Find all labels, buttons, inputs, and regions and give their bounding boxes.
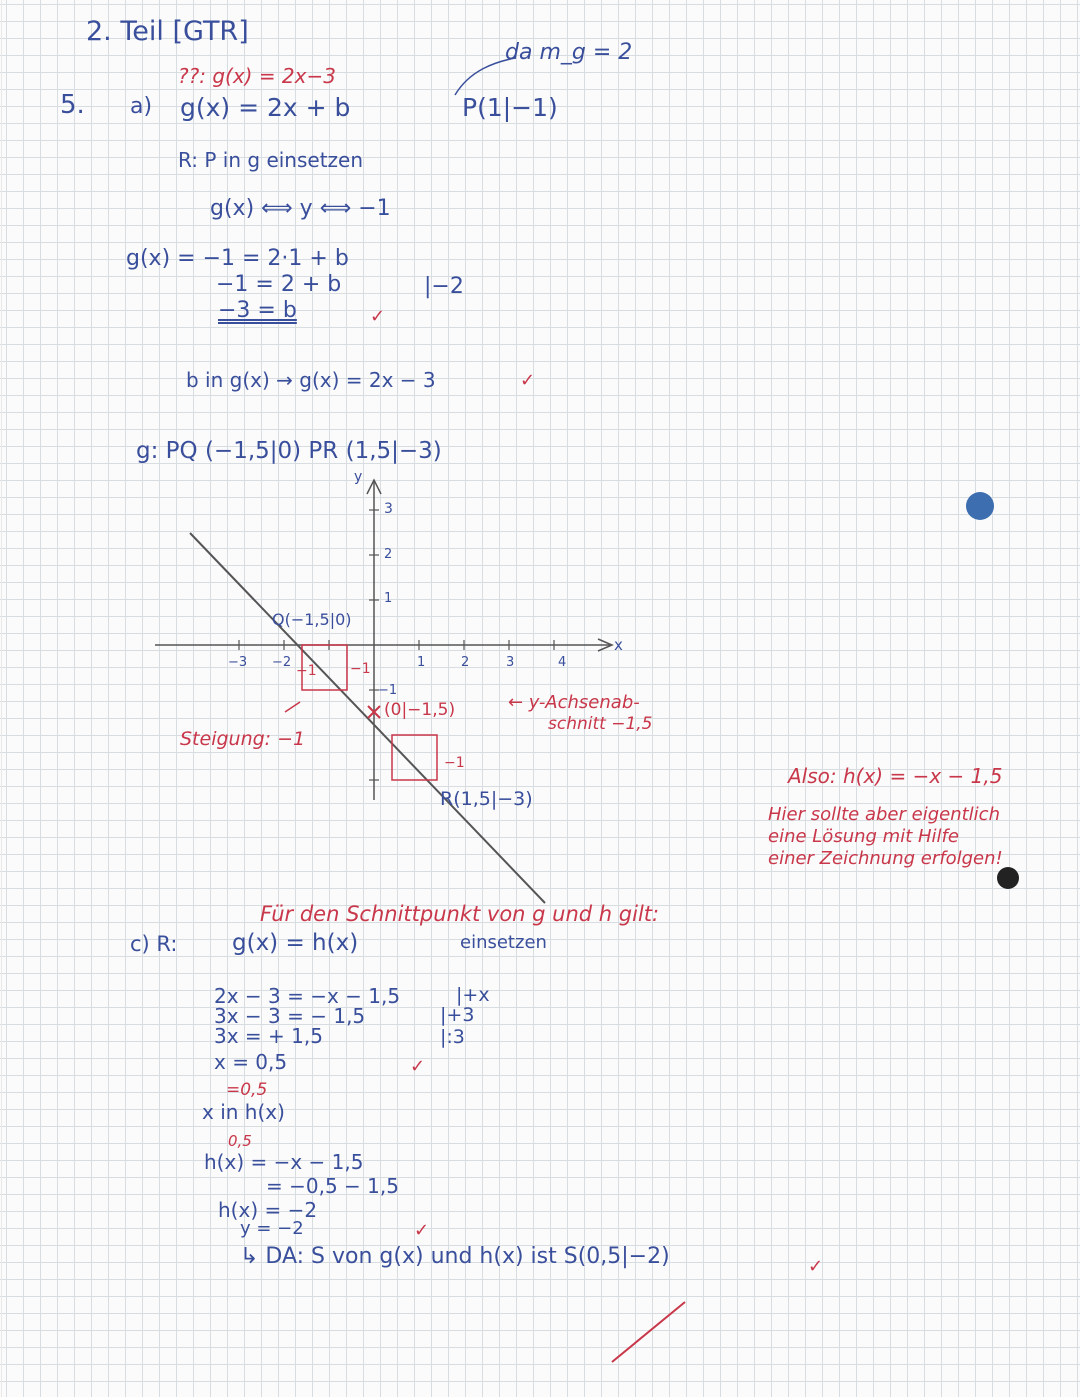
- teacher-comment: einer Zeichnung erfolgen!: [768, 848, 1003, 869]
- triangle-label: −1: [296, 663, 317, 679]
- h-line: h(x) = −x − 1,5: [204, 1150, 364, 1174]
- calc-line: 3x − 3 = − 1,5: [214, 1004, 366, 1028]
- part-a-line2: −1 = 2 + b: [216, 272, 342, 297]
- check-mark: ✓: [520, 370, 536, 391]
- x-tick-label: −3: [228, 655, 248, 670]
- check-mark: ✓: [414, 1220, 430, 1241]
- check-mark: ✓: [370, 306, 386, 327]
- part-a-label: a): [130, 94, 153, 119]
- y-axis-label: y: [354, 469, 363, 485]
- check-mark: ✓: [808, 1256, 824, 1277]
- part-a-substitution: g(x) ⟺ y ⟺ −1: [210, 196, 391, 221]
- triangle-label: −1: [350, 661, 371, 677]
- x-tick-label: 4: [558, 655, 567, 670]
- line-h: [190, 533, 545, 903]
- part-c-intro: Für den Schnittpunkt von g und h gilt:: [260, 902, 660, 926]
- red-note-equation: ??: g(x) = 2x−3: [178, 64, 336, 88]
- y-tick-label: 1: [384, 591, 393, 606]
- part-a-r-step: R: P in g einsetzen: [178, 148, 364, 172]
- point-q-label: Q(−1,5|0): [272, 610, 352, 629]
- intercept-label: (0|−1,5): [384, 700, 456, 720]
- teacher-comment: Hier sollte aber eigentlich: [768, 804, 1000, 825]
- part-a-result: −3 = b: [218, 298, 297, 323]
- triangle-label: −1: [444, 755, 465, 771]
- intercept-note: ← y-Achsenab-: [508, 692, 640, 713]
- part-c-note: einsetzen: [460, 932, 547, 953]
- part-c-label: c) R:: [130, 932, 178, 956]
- part-a-op: |−2: [424, 274, 464, 299]
- h-line: = −0,5 − 1,5: [266, 1174, 399, 1198]
- teacher-comment: Also: h(x) = −x − 1,5: [788, 764, 1003, 788]
- calc-op: |+x: [456, 984, 490, 1006]
- red-note-slope: da m_g = 2: [505, 40, 633, 65]
- calc-line: x = 0,5: [214, 1050, 288, 1074]
- ink-dot: [997, 867, 1019, 889]
- y-tick-label: 3: [384, 501, 393, 517]
- intercept-note: schnitt −1,5: [548, 714, 653, 734]
- x-value-note: =0,5: [226, 1080, 268, 1100]
- teacher-comment: eine Lösung mit Hilfe: [768, 826, 959, 847]
- part-a-point: P(1|−1): [462, 93, 558, 122]
- part-b-points: g: PQ (−1,5|0) PR (1,5|−3): [136, 438, 442, 464]
- h-line: h(x) = −2: [218, 1198, 318, 1222]
- h-value-note: 0,5: [228, 1132, 252, 1150]
- pointer-arrow: [285, 702, 300, 712]
- check-mark: ✓: [410, 1056, 426, 1077]
- x-tick-label: 3: [506, 655, 515, 670]
- calc-op: |:3: [440, 1026, 465, 1048]
- x-tick-label: 1: [417, 655, 426, 670]
- part-a-equation: g(x) = 2x + b: [180, 93, 351, 122]
- x-axis-label: x: [614, 636, 623, 654]
- calc-line: 2x − 3 = −x − 1,5: [214, 984, 401, 1008]
- page-title: 2. Teil [GTR]: [86, 16, 249, 47]
- point-r-label: R(1,5|−3): [440, 788, 533, 810]
- part-c-equation: g(x) = h(x): [232, 930, 359, 956]
- x-tick-label: −2: [272, 655, 292, 670]
- calc-op: |+3: [440, 1004, 475, 1026]
- x-in-h: x in h(x): [202, 1100, 285, 1124]
- y-tick-label: 2: [384, 547, 393, 562]
- y-tick-label: −1: [378, 683, 398, 698]
- ink-dot: [966, 492, 994, 520]
- task-number: 5.: [60, 90, 85, 120]
- part-a-final: b in g(x) → g(x) = 2x − 3: [186, 368, 436, 392]
- x-tick-label: 2: [461, 655, 470, 670]
- connector-arrow: [455, 58, 515, 95]
- part-a-line1: g(x) = −1 = 2·1 + b: [126, 246, 349, 271]
- h-line: y = −2: [240, 1218, 304, 1239]
- final-answer: ↳ DA: S von g(x) und h(x) ist S(0,5|−2): [240, 1244, 670, 1269]
- slope-triangle: [392, 735, 437, 780]
- red-tick-stroke: [612, 1302, 685, 1362]
- calc-line: 3x = + 1,5: [214, 1024, 323, 1048]
- slope-note: Steigung: −1: [180, 728, 306, 750]
